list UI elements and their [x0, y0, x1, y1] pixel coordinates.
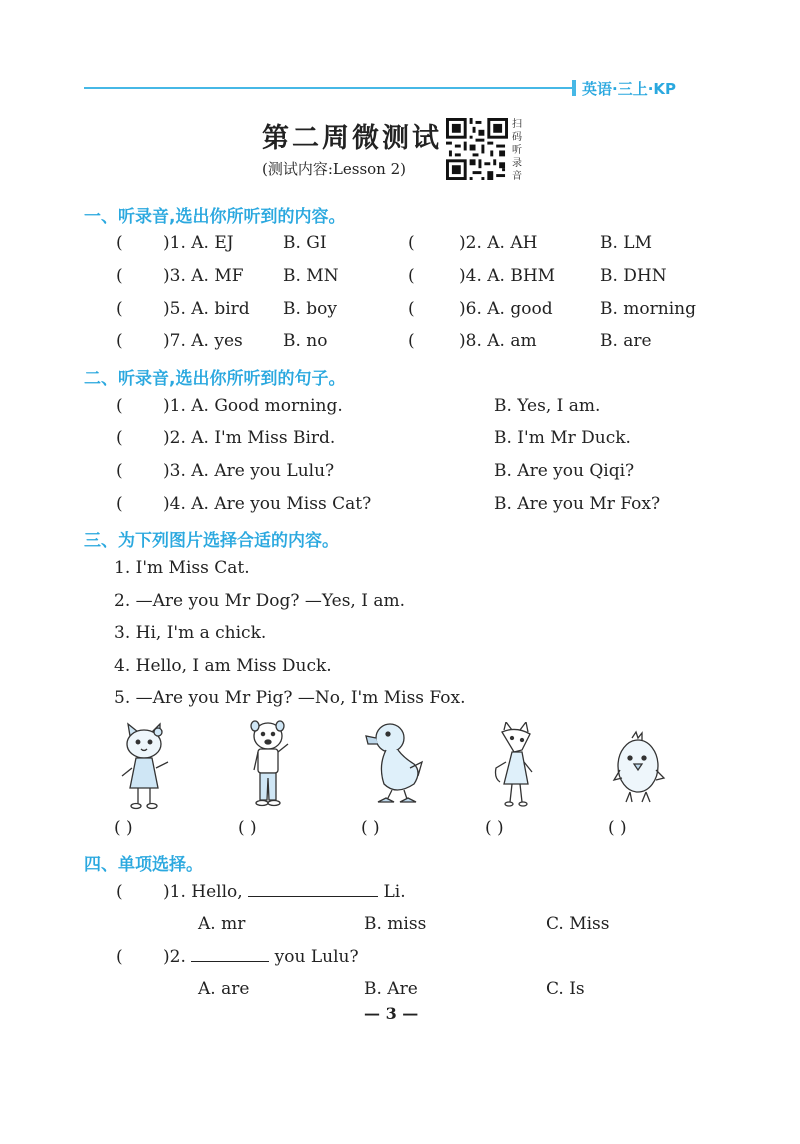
s3-item-4: 4. Hello, I am Miss Duck. — [114, 656, 332, 676]
s4-q2 — [163, 947, 359, 967]
s4-q2-prefix: )2. — [163, 947, 186, 967]
s2-q3-b: B. Are you Qiqi? — [494, 461, 635, 481]
s2-q2-b: B. I'm Mr Duck. — [494, 428, 631, 448]
dog-boy-illustration — [244, 718, 296, 810]
answer-paren[interactable]: ( — [116, 299, 123, 319]
picture-answer-slot[interactable]: ( ) — [361, 818, 380, 838]
section-4-heading: 四、单项选择。 — [84, 855, 203, 875]
header-divider — [572, 80, 576, 96]
section-2-heading: 二、听录音,选出你所听到的句子。 — [84, 369, 346, 389]
header-rule — [84, 87, 572, 89]
s1-q3-b: B. MN — [283, 266, 339, 286]
answer-paren[interactable]: ( — [408, 331, 415, 351]
s4-q1-suffix: Li. — [383, 882, 406, 902]
answer-paren[interactable]: ( — [408, 299, 415, 319]
section-1-heading: 一、听录音,选出你所听到的内容。 — [84, 207, 346, 227]
cat-girl-illustration — [114, 722, 176, 810]
s2-q2-a: )2. A. I'm Miss Bird. — [163, 428, 336, 448]
answer-paren[interactable]: ( — [408, 233, 415, 253]
s1-q8: )8. A. am — [459, 331, 537, 351]
s1-q2: )2. A. AH — [459, 233, 538, 253]
answer-paren[interactable]: ( — [116, 947, 123, 967]
s4-q2-option-b: B. Are — [364, 979, 418, 999]
s4-q2-option-a: A. are — [198, 979, 250, 999]
s1-q8-b: B. are — [600, 331, 652, 351]
s4-q1-option-b: B. miss — [364, 914, 427, 934]
s3-item-5: 5. —Are you Mr Pig? —No, I'm Miss Fox. — [114, 688, 466, 708]
header-tag: 英语·三上·KP — [582, 80, 677, 98]
s3-item-1: 1. I'm Miss Cat. — [114, 558, 250, 578]
answer-paren[interactable]: ( — [116, 882, 123, 902]
s1-q5: )5. A. bird — [163, 299, 250, 319]
s1-q2-b: B. LM — [600, 233, 652, 253]
s3-item-2: 2. —Are you Mr Dog? —Yes, I am. — [114, 591, 406, 611]
answer-paren[interactable]: ( — [116, 494, 123, 514]
s4-q1-prefix: )1. Hello, — [163, 882, 243, 902]
picture-answer-slot[interactable]: ( ) — [608, 818, 627, 838]
answer-paren[interactable]: ( — [116, 233, 123, 253]
s1-q1-b: B. GI — [283, 233, 327, 253]
answer-paren[interactable]: ( — [408, 266, 415, 286]
s1-q3: )3. A. MF — [163, 266, 244, 286]
s4-q1-option-a: A. mr — [198, 914, 246, 934]
s2-q1-a: )1. A. Good morning. — [163, 396, 343, 416]
s1-q7-b: B. no — [283, 331, 328, 351]
chick-illustration — [612, 730, 666, 806]
fill-blank[interactable] — [191, 947, 269, 962]
s1-q6: )6. A. good — [459, 299, 553, 319]
s3-item-3: 3. Hi, I'm a chick. — [114, 623, 267, 643]
s2-q4-a: )4. A. Are you Miss Cat? — [163, 494, 372, 514]
fox-girl-illustration — [492, 722, 540, 808]
qr-label: 扫码听录音 — [512, 119, 522, 182]
s4-q2-option-c: C. Is — [546, 979, 585, 999]
s2-q4-b: B. Are you Mr Fox? — [494, 494, 661, 514]
s1-q1: )1. A. EJ — [163, 233, 234, 253]
s4-q1 — [163, 882, 406, 902]
s4-q2-suffix: you Lulu? — [274, 947, 359, 967]
s1-q4-b: B. DHN — [600, 266, 667, 286]
page-number: — 3 — — [364, 1004, 419, 1023]
answer-paren[interactable]: ( — [116, 331, 123, 351]
answer-paren[interactable]: ( — [116, 428, 123, 448]
qr-code-icon[interactable] — [446, 118, 508, 180]
picture-answer-slot[interactable]: ( ) — [114, 818, 133, 838]
answer-paren[interactable]: ( — [116, 266, 123, 286]
page-title: 第二周微测试 — [262, 123, 442, 154]
duck-illustration — [364, 718, 428, 808]
s4-q1-option-c: C. Miss — [546, 914, 610, 934]
fill-blank[interactable] — [248, 882, 378, 897]
s1-q6-b: B. morning — [600, 299, 696, 319]
s1-q4: )4. A. BHM — [459, 266, 556, 286]
s1-q7: )7. A. yes — [163, 331, 243, 351]
s1-q5-b: B. boy — [283, 299, 338, 319]
s2-q3-a: )3. A. Are you Lulu? — [163, 461, 335, 481]
picture-answer-slot[interactable]: ( ) — [238, 818, 257, 838]
page-subtitle: (测试内容:Lesson 2) — [262, 160, 406, 178]
section-3-heading: 三、为下列图片选择合适的内容。 — [84, 531, 339, 551]
s2-q1-b: B. Yes, I am. — [494, 396, 601, 416]
answer-paren[interactable]: ( — [116, 461, 123, 481]
answer-paren[interactable]: ( — [116, 396, 123, 416]
picture-answer-slot[interactable]: ( ) — [485, 818, 504, 838]
